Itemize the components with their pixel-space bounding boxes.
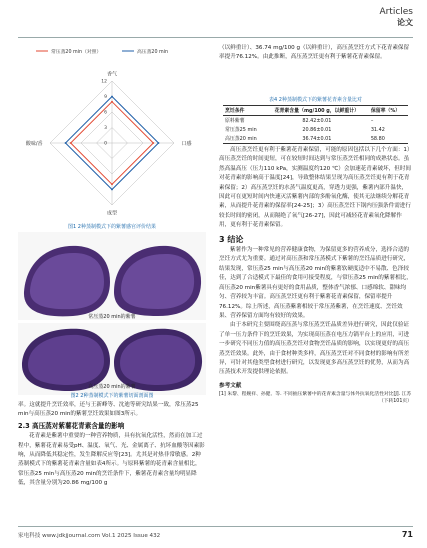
table-cell: 常压蒸25 min xyxy=(225,127,257,133)
series-point xyxy=(70,142,72,144)
right-column-top xyxy=(219,44,412,63)
footer-journal: 家电科技 www.jdkjjournal.com Vol.1 2025 Issue 432 xyxy=(18,532,161,539)
table-row xyxy=(223,134,408,144)
tick-label: 3 xyxy=(104,126,107,131)
tick-label: 0 xyxy=(104,141,107,147)
reference-item: [1] 朱黎、程婉祥、孙健、等. 不同抽压紫薯中的花青素含量与体外抗氧化活性对比[J]. 江苏 xyxy=(219,392,412,398)
running-header xyxy=(379,8,413,27)
table-cell: 58.80 xyxy=(370,135,385,142)
right-para-top: （以鲜重计）、36.74 mg/100 g（以鲜重计），高压蒸烹饪方式下花青素保留率提升76.12%。由此推断，高压蒸烹饪更有利于紫薯花青素保留。 xyxy=(219,45,410,61)
table-cell: 36.74±0.01 xyxy=(302,135,332,142)
axis-label: 成型 xyxy=(106,210,118,217)
legend-label: 高压蒸20 min xyxy=(137,50,169,55)
series-point xyxy=(111,189,113,191)
figure-1-caption: 图1 2种蒸制模式下的紫薯感官评价结果 xyxy=(68,224,156,230)
photo-label-1: 常压蒸20 min的紫薯 xyxy=(88,314,136,320)
tick-label: 9 xyxy=(104,95,107,100)
section-2-3-heading: 2.3 高压蒸对紫薯花青素含量的影响 xyxy=(18,421,125,430)
header-divider xyxy=(18,37,413,38)
footer xyxy=(18,530,413,539)
right-column-body xyxy=(219,146,412,406)
left-para-top: 率。这就提升烹饪效率，还与王新峰等、沈迪等研究结果一致，常压蒸25 min与高压蒸20 min的紫薯烹饪效果如图3所示。 xyxy=(18,402,199,418)
axis-label: 酸味/香 xyxy=(25,141,43,147)
series-point xyxy=(65,142,67,144)
table-cell: 20.86±0.01 xyxy=(302,126,332,133)
left-column-text xyxy=(18,401,206,489)
table-cell: 82.42±0.01 xyxy=(302,117,332,124)
table-header-cell: 花青素含量（mg/100 g，以鲜重计） xyxy=(274,108,360,114)
radar-chart xyxy=(18,45,206,221)
table-cell: – xyxy=(370,117,374,124)
series-point xyxy=(111,183,113,185)
table-row xyxy=(223,125,408,134)
right-para-reasons: 高压蒸烹饪更有利于紫薯花青素保留，可能的原因包括以下几个方面：1）高压蒸烹饪的时间更短，可在较短时间达到与常压蒸烹饪相同的成熟状态。虽然高温高压（压力110 kPa，实测温度约120 ℃）会加速花青素破坏，但时间对花青素的影响高于温度[24]，导致整体结果呈现为高压蒸烹饪更有利于花青素保留；2）高压蒸烹饪的水蒸气温度更高，穿透力更强，紫薯内部升温快，因此可在更短时间内快速灭活紫薯内部的多酚氧化酶，使其无法继续分解花青素，从而提升花青素的保留率[24-25]；3）高压蒸烹饪下锅内压强条件需进行较长时间的密闭，从而隔绝了氧气[26-27]，因此可减轻花青素氧化降解作用，更有利于花青素保留。 xyxy=(219,147,412,229)
table-4-caption: 表4 2种蒸制模式下的紫薯花青素含量比对 xyxy=(269,97,362,103)
table-header-row xyxy=(223,106,408,116)
figure-2-caption: 图2 2种蒸制模式下的紫薯切面剖面图 xyxy=(70,393,154,399)
series-point xyxy=(158,142,160,144)
header-en: Articles xyxy=(379,7,413,17)
right-para-outlook: 由于本研究主要围绕高压蒸与常压蒸烹饪品质差异进行研究，因此仅验证了单一压力条件下的烹饪效果，为实现高压蒸在电压力锅平台上的应用，可进一步研究不同压力值的高压蒸烹饪对食物烹饪品质的影响，以实现更好的高压蒸烹饪效果。此外，由于食材种类多样，高压蒸烹饪对不同食材的影响有所差异，可针对其他类型食材进行研究，以发现更多高压蒸烹饪的优势，从而为高压蒸技术开发提供理论依据。 xyxy=(219,322,410,376)
anthocyanin-table xyxy=(223,105,408,144)
tick-label: 6 xyxy=(104,110,107,116)
series-point xyxy=(152,142,154,144)
table-header-cell: 保留率（%） xyxy=(370,108,401,114)
continued-note: （下转101页） xyxy=(378,399,412,405)
references-title: 参考文献 xyxy=(219,382,242,389)
table-cell: 高压蒸20 min xyxy=(225,136,257,142)
legend-label: 常压蒸20 min（对照） xyxy=(51,50,102,55)
table-cell: 原料紫薯 xyxy=(225,118,245,124)
footer-divider xyxy=(18,526,413,527)
photo-label-2: 高压蒸20 min的紫薯 xyxy=(88,384,136,390)
radar-svg xyxy=(18,45,206,221)
page-number: 71 xyxy=(401,530,413,539)
table-cell: 31.42 xyxy=(370,126,385,133)
section-3-heading: 3 结论 xyxy=(219,234,244,244)
series-point xyxy=(111,96,113,98)
photo-atmospheric-steamed xyxy=(18,232,206,320)
tick-label: 12 xyxy=(101,79,107,85)
axis-label: 口感 xyxy=(181,141,192,147)
right-para-conclusion: 紫薯作为一种常见的营养健康食物，为保留更多的营养成分，选择合适的烹饪方式尤为重要。通过对高压蒸和常压蒸模式下紫薯的烹饪品质进行研究，结果发现，常压蒸25 min与高压蒸20 min的紫薯软硬度适中不易散、色泽较佳，达到了合适模式下最佳的食用可接受程度，与常压蒸25 min的紫薯相比，高压蒸20 min紫薯具有更好的食用品质，整体香气浓郁、口感绵软、甜味均匀、营养较为丰富。高压蒸烹饪更有利于紫薯花青素保留，保留率提升76.12%。综上所述，高压蒸紫薯相较于常压蒸紫薯，在烹饪速度、烹饪效果、营养保留方面均有较好的效果。 xyxy=(219,247,412,319)
left-para-anthocyanin: 花青素是紫薯中重要的一种营养物质，具有抗氧化活性，然而在加工过程中，紫薯花青素易受pH、温度、氧气、光、金属离子、抗坏血酸等因素影响，从而降低其稳定性，发生降解反应等[23]。尤其是对热非常敏感。2种蒸制模式下的紫薯花青素含量如表4所示。与原料紫薯的花青素含量相比，常压蒸25 min与高压蒸20 min的烹饪条件下，紫薯花青素含量均明显降低，其含量分别为20.86 mg/100 g xyxy=(18,433,205,487)
table-row xyxy=(223,116,408,126)
references xyxy=(219,382,412,406)
table-header-cell: 烹饪条件 xyxy=(225,108,245,114)
axis-label: 香气 xyxy=(106,71,118,78)
header-zh: 论文 xyxy=(397,18,413,27)
series-point xyxy=(111,101,113,103)
